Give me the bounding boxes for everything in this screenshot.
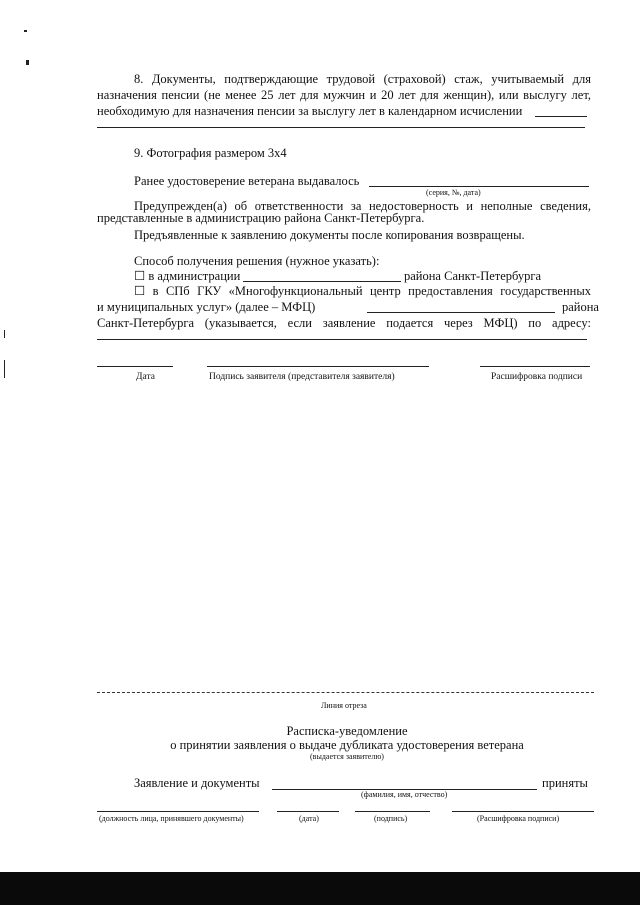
receipt-date-label: (дата): [299, 814, 319, 823]
mfc-district-blank[interactable]: [367, 312, 555, 313]
item8-blank-full[interactable]: [97, 127, 585, 128]
receipt-subtitle: о принятии заявления о выдаче дубликата удостоверения ветерана: [170, 738, 524, 752]
receipt-note: (выдается заявителю): [310, 752, 384, 761]
accepted-suffix: приняты: [542, 776, 588, 790]
prev-cert-hint: (серия, №, дата): [426, 188, 481, 197]
item8-line3: необходимую для назначения пенсии за выслугу лет в календарном исчислении: [97, 104, 523, 118]
scan-speck: [4, 330, 5, 338]
warning-line1: Предупрежден(а) об ответственности за недостоверность и неполные сведения,: [134, 199, 591, 213]
cut-line: [97, 692, 594, 693]
scan-speck: [4, 360, 5, 378]
item8-blank[interactable]: [535, 116, 587, 117]
item8-line1: 8. Документы, подтверждающие трудовой (страховой) стаж, учитываемый для: [134, 72, 591, 86]
receipt-decoding-label: (Расшифровка подписи): [477, 814, 560, 823]
item9-photo: 9. Фотография размером 3х4: [134, 146, 287, 160]
method-title: Способ получения решения (нужное указать):: [134, 254, 380, 268]
cut-line-label: Линия отреза: [321, 701, 367, 710]
receipt-signature-label: (подпись): [374, 814, 408, 823]
receipt-decoding-line[interactable]: [452, 811, 594, 812]
scan-speck: [24, 30, 27, 32]
prev-cert-blank[interactable]: [369, 186, 589, 187]
administration-blank[interactable]: [243, 281, 401, 282]
mfc-address-blank[interactable]: [97, 339, 587, 340]
position-label: (должность лица, принявшего документы): [99, 814, 244, 823]
item8-line2: назначения пенсии (не менее 25 лет для мужчин и 20 лет для женщин), или выслугу лет,: [97, 88, 591, 102]
receipt-signature-line[interactable]: [355, 811, 430, 812]
option-mfc-line2a: и муниципальных услуг» (далее – МФЦ): [97, 300, 316, 314]
date-label: Дата: [136, 372, 155, 382]
receipt-date-line[interactable]: [277, 811, 339, 812]
applicant-signature-label: Подпись заявителя (представителя заявителя): [209, 372, 395, 382]
option-administration[interactable]: ☐ в администрации: [134, 269, 241, 283]
name-hint: (фамилия, имя, отчество): [361, 790, 448, 799]
decoding-label: Расшифровка подписи: [491, 372, 583, 382]
prev-cert-label: Ранее удостоверение ветерана выдавалось: [134, 174, 360, 188]
warning-line2: представленные в администрацию района Санкт-Петербурга.: [97, 211, 425, 225]
option-mfc-line3: Санкт-Петербурга (указывается, если заявление подается через МФЦ) по адресу:: [97, 316, 591, 330]
scan-bottom-border: [0, 872, 640, 905]
scan-speck: [26, 60, 29, 65]
receipt-title: Расписка-уведомление: [286, 724, 408, 738]
option-mfc-line1[interactable]: ☐ в СПб ГКУ «Многофункциональный центр предоставления государственных: [134, 284, 591, 298]
option-administration-suffix: района Санкт-Петербурга: [404, 269, 542, 283]
accepted-prefix: Заявление и документы: [134, 776, 260, 790]
documents-returned: Предъявленные к заявлению документы после копирования возвращены.: [134, 228, 525, 242]
position-line[interactable]: [97, 811, 259, 812]
date-signature-line[interactable]: [97, 366, 173, 367]
option-mfc-line2b: района: [562, 300, 599, 314]
decoding-signature-line[interactable]: [480, 366, 590, 367]
applicant-signature-line[interactable]: [207, 366, 429, 367]
